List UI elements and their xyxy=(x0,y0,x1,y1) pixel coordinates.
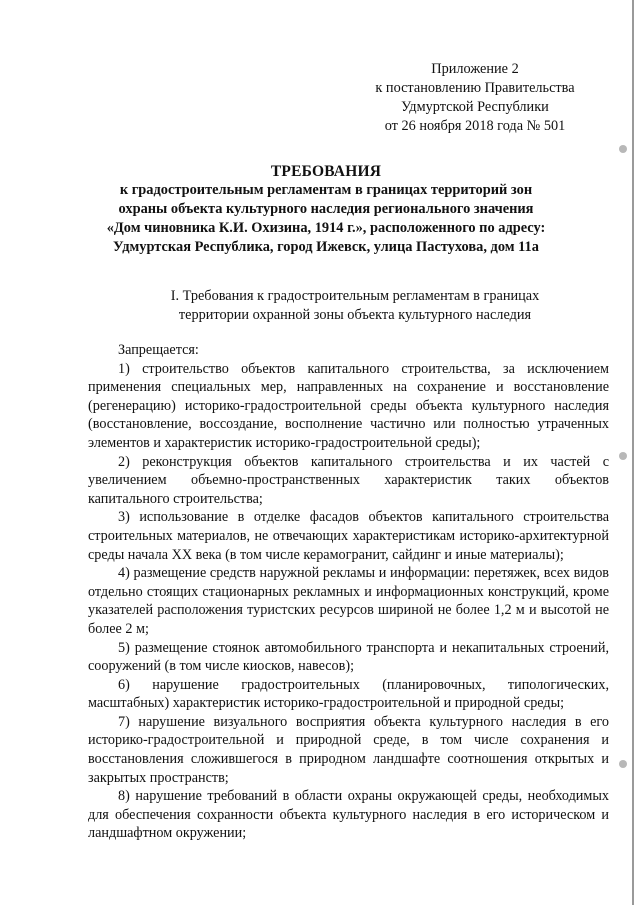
appendix-line: Приложение 2 xyxy=(431,61,519,77)
prohibition-item: 2) реконструкция объектов капитального строительства и их частей с увеличением объемно-пространственных характеристик таких объектов капитального строительства; xyxy=(88,453,609,507)
prohibition-intro: Запрещается: xyxy=(118,342,199,358)
prohibition-item: 4) размещение средств наружной рекламы и информации: перетяжек, всех видов отдельно стоящих стационарных рекламных и информационных конструкций, кроме указателей расположения туристских ресурсов шириной не более 1,2 м и высотой не более 2 м; xyxy=(88,565,609,637)
appendix-line: к постановлению Правительства xyxy=(375,80,575,96)
section-heading xyxy=(120,287,590,325)
title-line: Удмуртская Республика, город Ижевск, улица Пастухова, дом 11а xyxy=(113,239,539,255)
appendix-line: Удмуртской Республики xyxy=(401,99,549,115)
prohibition-item: 3) использование в отделке фасадов объектов капитального строительства строительных материалов, не отвечающих характеристикам историко-архитектурной среды начала XX века (в том числе керамогранит, сайдинг и иные материалы); xyxy=(88,509,609,563)
document-title xyxy=(88,162,564,257)
title-main: ТРЕБОВАНИЯ xyxy=(270,163,382,180)
title-line: охраны объекта культурного наследия регионального значения xyxy=(118,201,534,217)
title-line: «Дом чиновника К.И. Охизина, 1914 г.», расположенного по адресу: xyxy=(106,220,546,236)
prohibition-item: 7) нарушение визуального восприятия объекта культурного наследия в его историко-градостроительной и природной среде, в том числе сохранения и восстановления сложившегося в природном ландшафте соотношения открытых и закрытых пространств; xyxy=(88,713,609,786)
scan-punch-hole xyxy=(619,760,627,768)
scan-edge-mark xyxy=(632,0,634,905)
prohibition-item: 8) нарушение требований в области охраны окружающей среды, необходимых для обеспечения сохранности объекта культурного наследия в его историческом и ландшафтном окружении; xyxy=(88,788,609,842)
prohibition-item: 1) строительство объектов капитального строительства, за исключением применения специальных мер, направленных на сохранение и восстановление (регенерацию) историко-градостроительной среды объекта культурного наследия (восстановление, воссоздание, восполнение частично или полностью утраченных элементов и характеристик историко-градостроительной среды); xyxy=(88,360,609,451)
scan-punch-hole xyxy=(619,145,627,153)
prohibition-item: 5) размещение стоянок автомобильного транспорта и некапитальных строений, сооружений (в том числе киосков, навесов); xyxy=(88,639,609,675)
section-heading-line: территории охранной зоны объекта культурного наследия xyxy=(178,307,532,323)
section-heading-line: I. Требования к градостроительным регламентам в границах xyxy=(170,288,540,304)
section-body xyxy=(88,341,609,843)
appendix-line: от 26 ноября 2018 года № 501 xyxy=(384,118,566,134)
scan-punch-hole xyxy=(619,452,627,460)
prohibition-item: 6) нарушение градостроительных (планировочных, типологических, масштабных) характеристик историко-градостроительной и природной среды; xyxy=(88,676,609,712)
appendix-header xyxy=(370,60,580,136)
title-line: к градостроительным регламентам в границах территорий зон xyxy=(119,182,533,198)
